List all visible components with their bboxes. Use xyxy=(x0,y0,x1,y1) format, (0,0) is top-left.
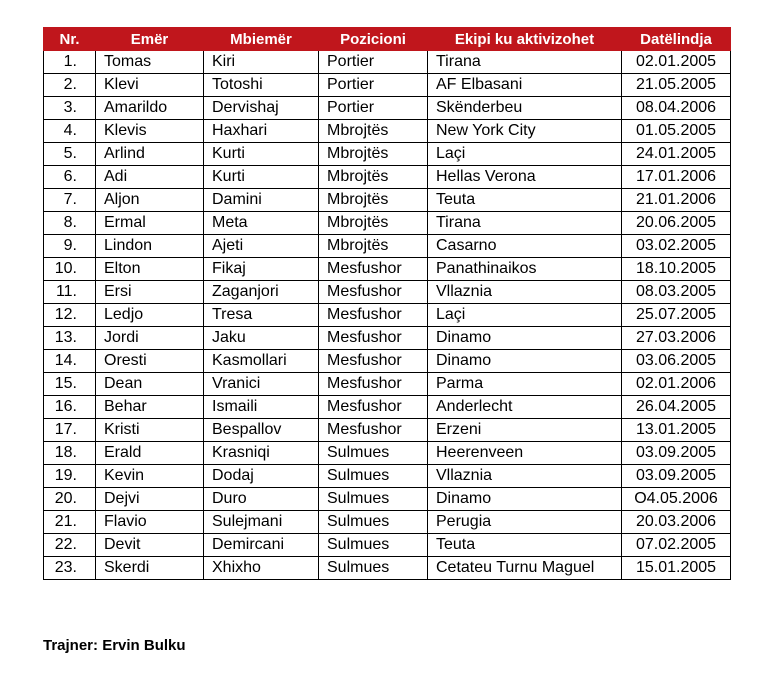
cell-club: Hellas Verona xyxy=(428,166,622,189)
cell-birthdate: 07.02.2005 xyxy=(622,534,731,557)
cell-club: Perugia xyxy=(428,511,622,534)
table-row xyxy=(44,212,731,235)
cell-last-name: Fikaj xyxy=(204,258,319,281)
table-row xyxy=(44,281,731,304)
cell-first-name: Adi xyxy=(96,166,204,189)
header-position: Pozicioni xyxy=(319,28,428,51)
cell-number: 6. xyxy=(44,166,96,189)
cell-birthdate: 17.01.2006 xyxy=(622,166,731,189)
cell-first-name: Lindon xyxy=(96,235,204,258)
squad-table xyxy=(43,27,731,580)
coach-name: Ervin Bulku xyxy=(102,637,186,654)
cell-position: Mbrojtës xyxy=(319,166,428,189)
cell-position: Sulmues xyxy=(319,442,428,465)
cell-first-name: Ermal xyxy=(96,212,204,235)
cell-birthdate: 20.06.2005 xyxy=(622,212,731,235)
cell-last-name: Bespallov xyxy=(204,419,319,442)
cell-last-name: Meta xyxy=(204,212,319,235)
cell-position: Mesfushor xyxy=(319,258,428,281)
cell-first-name: Jordi xyxy=(96,327,204,350)
table-row xyxy=(44,442,731,465)
cell-first-name: Flavio xyxy=(96,511,204,534)
cell-club: Teuta xyxy=(428,189,622,212)
cell-club: Skënderbeu xyxy=(428,97,622,120)
cell-club: Dinamo xyxy=(428,488,622,511)
cell-number: 11. xyxy=(44,281,96,304)
cell-club: Tirana xyxy=(428,212,622,235)
cell-birthdate: 03.09.2005 xyxy=(622,442,731,465)
table-row xyxy=(44,465,731,488)
cell-birthdate: 26.04.2005 xyxy=(622,396,731,419)
header-last-name: Mbiemër xyxy=(204,28,319,51)
coach-line xyxy=(43,637,186,654)
header-nr: Nr. xyxy=(44,28,96,51)
cell-birthdate: 24.01.2005 xyxy=(622,143,731,166)
table-row xyxy=(44,327,731,350)
cell-number: 10. xyxy=(44,258,96,281)
table-row xyxy=(44,373,731,396)
cell-birthdate: 21.01.2006 xyxy=(622,189,731,212)
cell-birthdate: 21.05.2005 xyxy=(622,74,731,97)
cell-last-name: Kiri xyxy=(204,51,319,74)
cell-club: Laçi xyxy=(428,304,622,327)
cell-last-name: Dodaj xyxy=(204,465,319,488)
cell-first-name: Dean xyxy=(96,373,204,396)
cell-first-name: Kristi xyxy=(96,419,204,442)
header-row xyxy=(44,28,731,51)
cell-number: 8. xyxy=(44,212,96,235)
cell-number: 3. xyxy=(44,97,96,120)
table-row xyxy=(44,258,731,281)
cell-birthdate: 25.07.2005 xyxy=(622,304,731,327)
cell-last-name: Kasmollari xyxy=(204,350,319,373)
cell-last-name: Dervishaj xyxy=(204,97,319,120)
table-row xyxy=(44,143,731,166)
cell-position: Mesfushor xyxy=(319,396,428,419)
cell-position: Mesfushor xyxy=(319,281,428,304)
header-birthdate: Datëlindja xyxy=(622,28,731,51)
cell-position: Mesfushor xyxy=(319,304,428,327)
cell-birthdate: 20.03.2006 xyxy=(622,511,731,534)
cell-number: 19. xyxy=(44,465,96,488)
cell-first-name: Tomas xyxy=(96,51,204,74)
table-body xyxy=(44,51,731,580)
cell-position: Mbrojtës xyxy=(319,235,428,258)
cell-birthdate: 08.04.2006 xyxy=(622,97,731,120)
cell-birthdate: 03.06.2005 xyxy=(622,350,731,373)
cell-last-name: Duro xyxy=(204,488,319,511)
cell-club: New York City xyxy=(428,120,622,143)
cell-first-name: Klevis xyxy=(96,120,204,143)
cell-position: Mbrojtës xyxy=(319,212,428,235)
cell-first-name: Skerdi xyxy=(96,557,204,580)
cell-number: 13. xyxy=(44,327,96,350)
cell-club: Tirana xyxy=(428,51,622,74)
cell-position: Sulmues xyxy=(319,488,428,511)
cell-club: Dinamo xyxy=(428,350,622,373)
cell-number: 7. xyxy=(44,189,96,212)
cell-last-name: Jaku xyxy=(204,327,319,350)
cell-first-name: Behar xyxy=(96,396,204,419)
cell-birthdate: 18.10.2005 xyxy=(622,258,731,281)
cell-last-name: Ajeti xyxy=(204,235,319,258)
cell-club: Vllaznia xyxy=(428,465,622,488)
cell-club: Laçi xyxy=(428,143,622,166)
cell-number: 1. xyxy=(44,51,96,74)
cell-first-name: Aljon xyxy=(96,189,204,212)
cell-last-name: Totoshi xyxy=(204,74,319,97)
cell-birthdate: 08.03.2005 xyxy=(622,281,731,304)
table-row xyxy=(44,488,731,511)
cell-last-name: Demircani xyxy=(204,534,319,557)
cell-club: Casarno xyxy=(428,235,622,258)
cell-first-name: Devit xyxy=(96,534,204,557)
table-row xyxy=(44,235,731,258)
cell-birthdate: O4.05.2006 xyxy=(622,488,731,511)
cell-club: Heerenveen xyxy=(428,442,622,465)
cell-first-name: Ledjo xyxy=(96,304,204,327)
cell-number: 23. xyxy=(44,557,96,580)
cell-number: 9. xyxy=(44,235,96,258)
table-row xyxy=(44,120,731,143)
cell-number: 5. xyxy=(44,143,96,166)
cell-position: Mbrojtës xyxy=(319,189,428,212)
cell-last-name: Kurti xyxy=(204,166,319,189)
cell-position: Portier xyxy=(319,74,428,97)
cell-club: Dinamo xyxy=(428,327,622,350)
table-row xyxy=(44,419,731,442)
cell-last-name: Damini xyxy=(204,189,319,212)
cell-birthdate: 03.09.2005 xyxy=(622,465,731,488)
cell-club: Vllaznia xyxy=(428,281,622,304)
table-row xyxy=(44,534,731,557)
table-row xyxy=(44,350,731,373)
cell-position: Mesfushor xyxy=(319,419,428,442)
cell-last-name: Vranici xyxy=(204,373,319,396)
cell-club: Anderlecht xyxy=(428,396,622,419)
table-row xyxy=(44,166,731,189)
cell-last-name: Ismaili xyxy=(204,396,319,419)
table-row xyxy=(44,51,731,74)
cell-position: Mesfushor xyxy=(319,327,428,350)
cell-number: 17. xyxy=(44,419,96,442)
table-row xyxy=(44,557,731,580)
table-row xyxy=(44,74,731,97)
cell-number: 22. xyxy=(44,534,96,557)
cell-last-name: Kurti xyxy=(204,143,319,166)
cell-position: Mesfushor xyxy=(319,373,428,396)
table-row xyxy=(44,396,731,419)
header-club: Ekipi ku aktivizohet xyxy=(428,28,622,51)
cell-club: AF Elbasani xyxy=(428,74,622,97)
cell-number: 20. xyxy=(44,488,96,511)
cell-number: 2. xyxy=(44,74,96,97)
cell-last-name: Xhixho xyxy=(204,557,319,580)
cell-first-name: Klevi xyxy=(96,74,204,97)
cell-position: Portier xyxy=(319,97,428,120)
cell-first-name: Amarildo xyxy=(96,97,204,120)
cell-club: Parma xyxy=(428,373,622,396)
cell-position: Mbrojtës xyxy=(319,143,428,166)
table-row xyxy=(44,97,731,120)
cell-first-name: Ersi xyxy=(96,281,204,304)
cell-position: Sulmues xyxy=(319,557,428,580)
cell-last-name: Tresa xyxy=(204,304,319,327)
cell-last-name: Sulejmani xyxy=(204,511,319,534)
cell-birthdate: 03.02.2005 xyxy=(622,235,731,258)
cell-position: Sulmues xyxy=(319,534,428,557)
cell-first-name: Dejvi xyxy=(96,488,204,511)
cell-position: Sulmues xyxy=(319,465,428,488)
cell-position: Sulmues xyxy=(319,511,428,534)
table-row xyxy=(44,304,731,327)
cell-first-name: Oresti xyxy=(96,350,204,373)
cell-birthdate: 13.01.2005 xyxy=(622,419,731,442)
table-row xyxy=(44,511,731,534)
cell-last-name: Haxhari xyxy=(204,120,319,143)
cell-number: 18. xyxy=(44,442,96,465)
cell-number: 16. xyxy=(44,396,96,419)
table-row xyxy=(44,189,731,212)
table-header xyxy=(44,28,731,51)
cell-birthdate: 02.01.2006 xyxy=(622,373,731,396)
cell-first-name: Kevin xyxy=(96,465,204,488)
cell-birthdate: 27.03.2006 xyxy=(622,327,731,350)
cell-first-name: Erald xyxy=(96,442,204,465)
cell-birthdate: 15.01.2005 xyxy=(622,557,731,580)
cell-club: Erzeni xyxy=(428,419,622,442)
cell-position: Mesfushor xyxy=(319,350,428,373)
cell-club: Panathinaikos xyxy=(428,258,622,281)
cell-first-name: Elton xyxy=(96,258,204,281)
cell-last-name: Krasniqi xyxy=(204,442,319,465)
cell-last-name: Zaganjori xyxy=(204,281,319,304)
cell-position: Mbrojtës xyxy=(319,120,428,143)
cell-club: Teuta xyxy=(428,534,622,557)
coach-label: Trajner: xyxy=(43,637,99,654)
cell-number: 12. xyxy=(44,304,96,327)
cell-club: Cetateu Turnu Maguel xyxy=(428,557,622,580)
cell-birthdate: 02.01.2005 xyxy=(622,51,731,74)
cell-number: 15. xyxy=(44,373,96,396)
cell-birthdate: 01.05.2005 xyxy=(622,120,731,143)
cell-number: 21. xyxy=(44,511,96,534)
cell-position: Portier xyxy=(319,51,428,74)
header-first-name: Emër xyxy=(96,28,204,51)
cell-number: 4. xyxy=(44,120,96,143)
cell-number: 14. xyxy=(44,350,96,373)
cell-first-name: Arlind xyxy=(96,143,204,166)
